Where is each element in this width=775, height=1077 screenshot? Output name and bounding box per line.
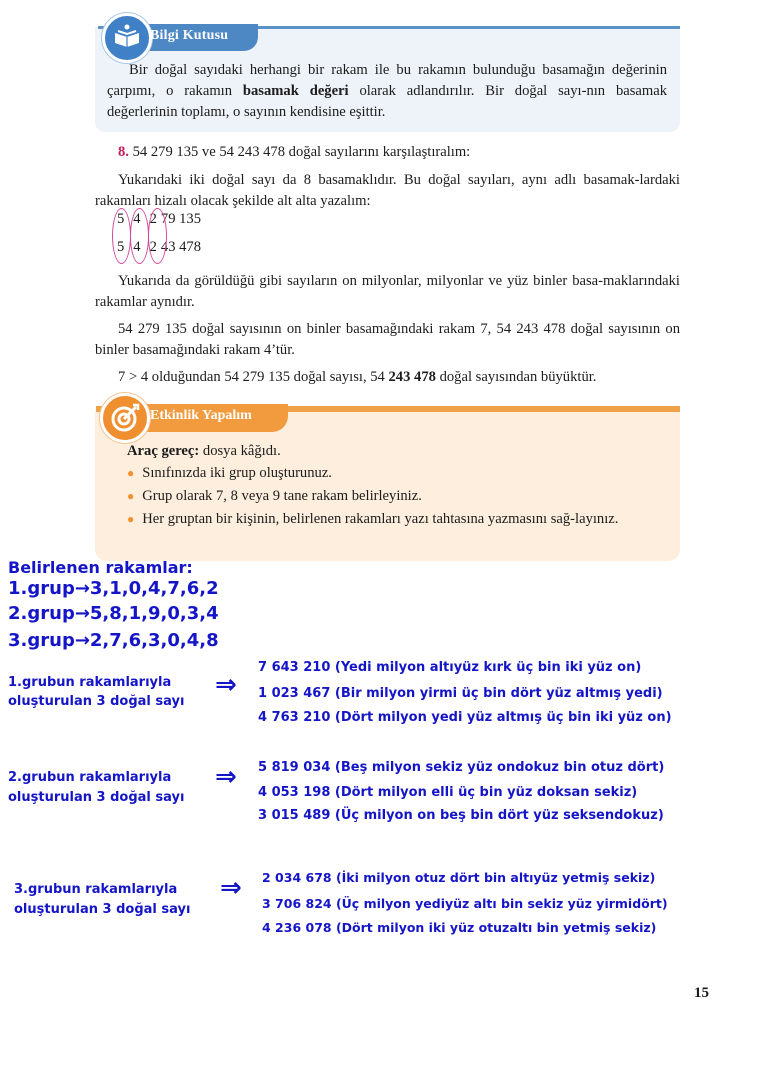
- basamak-degeri-term: basamak değeri: [242, 83, 349, 99]
- handwritten-block-label: 1.grubun rakamlarıyla: [8, 675, 172, 690]
- handwritten-block-label: oluşturulan 3 doğal sayı: [8, 694, 185, 709]
- example-paragraph-3: 54 279 135 doğal sayısının on binler basamağındaki rakam 7, 54 243 478 doğal sayısının on binler basamağındaki rakam 4’tür.: [95, 321, 680, 358]
- handwritten-number-line: 5 819 034 (Beş milyon sekiz yüz ondokuz bin otuz dört): [258, 760, 665, 775]
- handwritten-block-label: oluşturulan 3 doğal sayı: [14, 902, 191, 917]
- activity-item: ● Her gruptan bir kişinin, belirlenen rakamları yazı tahtasına yazmasını sağ-layınız.: [127, 511, 619, 527]
- activity-item: ● Grup olarak 7, 8 veya 9 tane rakam belirleyiniz.: [127, 488, 422, 504]
- digit-highlight-oval: [148, 208, 167, 264]
- handwritten-heading: Belirlenen rakamlar:: [8, 558, 193, 577]
- example-prompt: 8. 54 279 135 ve 54 243 478 doğal sayılarını karşılaştıralım:: [118, 144, 471, 160]
- handwritten-number-line: 4 053 198 (Dört milyon elli üç bin yüz doksan sekiz): [258, 785, 638, 800]
- example-number: 8.: [118, 144, 129, 160]
- implies-arrow-icon: ⇒: [215, 670, 237, 700]
- handwritten-number-line: 1 023 467 (Bir milyon yirmi üç bin dört yüz altmış yedi): [258, 686, 663, 701]
- handwritten-number-line: 4 763 210 (Dört milyon yedi yüz altmış üç bin iki yüz on): [258, 710, 672, 725]
- handwritten-number-line: 3 706 824 (Üç milyon yediyüz altı bin sekiz yüz yirmidört): [262, 896, 668, 911]
- handwritten-block-label: 2.grubun rakamlarıyla: [8, 770, 172, 785]
- bullet-icon: ●: [127, 512, 135, 526]
- handwritten-number-line: 3 015 489 (Üç milyon on beş bin dört yüz seksendokuz): [258, 808, 664, 823]
- handwritten-group-digits: 3.grup→2,7,6,3,0,4,8: [8, 630, 219, 651]
- digit-highlight-oval: [130, 208, 149, 264]
- handwritten-number-line: 4 236 078 (Dört milyon iki yüz otuzaltı bin yetmiş sekiz): [262, 920, 657, 935]
- info-box-title: Bilgi Kutusu: [150, 28, 229, 43]
- example-paragraph-1: Yukarıdaki iki doğal sayı da 8 basamaklıdır. Bu doğal sayıları, aynı adlı basamak-lardaki rakamları hizalı olacak şekilde alt alta yazalım:: [95, 172, 680, 209]
- handwritten-number-line: 7 643 210 (Yedi milyon altıyüz kırk üç bin iki yüz on): [258, 660, 642, 675]
- aligned-number-1: 5 4 2 79 135: [117, 211, 202, 227]
- handwritten-block-label: oluşturulan 3 doğal sayı: [8, 790, 185, 805]
- handwritten-group-digits: 2.grup→5,8,1,9,0,3,4: [8, 603, 219, 624]
- activity-item: ● Sınıfınızda iki grup oluşturunuz.: [127, 465, 332, 481]
- example-conclusion: 7 > 4 olduğundan 54 279 135 doğal sayısı, 54 243 478 doğal sayısından büyüktür.: [118, 369, 597, 385]
- activity-tools: Araç gereç: dosya kâğıdı.: [127, 443, 281, 459]
- page-number: 15: [694, 985, 709, 1001]
- handwritten-block-label: 3.grubun rakamlarıyla: [14, 882, 178, 897]
- implies-arrow-icon: ⇒: [215, 762, 237, 792]
- handwritten-number-line: 2 034 678 (İki milyon otuz dört bin altıyüz yetmiş sekiz): [262, 870, 656, 885]
- example-paragraph-2: Yukarıda da görüldüğü gibi sayıların on milyonlar, milyonlar ve yüz binler basa-maklarındaki rakamlar aynıdır.: [95, 273, 680, 310]
- digit-highlight-oval: [112, 208, 131, 264]
- implies-arrow-icon: ⇒: [220, 873, 242, 903]
- target-icon: [100, 393, 150, 443]
- handwritten-group-digits: 1.grup→3,1,0,4,7,6,2: [8, 578, 219, 599]
- bullet-icon: ●: [127, 466, 135, 480]
- aligned-number-2: 5 4 2 43 478: [117, 239, 202, 255]
- book-icon: [102, 13, 152, 63]
- bullet-icon: ●: [127, 489, 135, 503]
- info-box-text: Bir doğal sayıdaki herhangi bir rakam ile bu rakamın bulunduğu basamağın değerinin çarpımı, o rakamın basamak değeri olarak adlandırılır. Bir doğal sayı-nın basamak değerlerinin toplamı, o sayının kendisine eşittir.: [107, 62, 667, 120]
- activity-box-title: Etkinlik Yapalım: [150, 408, 252, 423]
